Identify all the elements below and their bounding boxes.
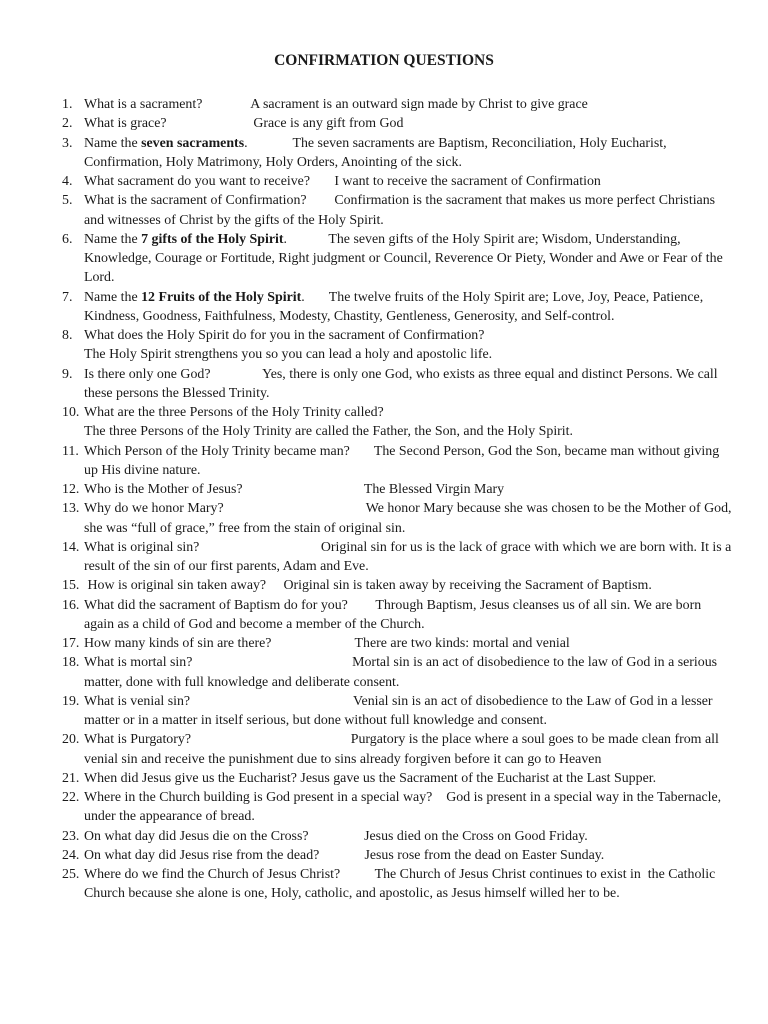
- question-text: Name the seven sacraments. The seven sacraments are Baptism, Reconciliation, Holy Eucharist, Confirmation, Holy Matrimony, Holy Orders, Anointing of the sick.: [84, 135, 671, 170]
- emphasized-term: seven sacraments: [141, 135, 245, 151]
- question-number: 7.: [62, 289, 73, 305]
- question-item: [62, 653, 732, 692]
- question-number: 21.: [62, 770, 80, 786]
- question-item: [62, 172, 732, 191]
- question-item: [62, 788, 732, 827]
- answer-text: The seven sacraments are Baptism, Reconciliation, Holy Eucharist, Confirmation, Holy Matrimony, Holy Orders, Anointing of the sick.: [84, 135, 671, 170]
- question-number: 4.: [62, 174, 73, 189]
- question-item: [62, 480, 732, 499]
- question-text: On what day did Jesus die on the Cross? Jesus died on the Cross on Good Friday.: [84, 828, 588, 844]
- question-text: What does the Holy Spirit do for you in the sacrament of Confirmation? The Holy Spirit strengthens you so you can lead a holy and apostolic life.: [84, 328, 493, 363]
- question-list: [62, 95, 735, 904]
- question-text: What are the three Persons of the Holy Trinity called? The three Persons of the Holy Trinity are called the Father, the Son, and the Holy Spirit.: [84, 405, 573, 440]
- question-item: [62, 288, 732, 327]
- question-text: What is mortal sin? Mortal sin is an act of disobedience to the law of God in a serious matter, done with full knowledge and deliberate consent.: [84, 655, 721, 690]
- question-number: 3.: [62, 135, 73, 151]
- question-text: How is original sin taken away? Original sin is taken away by receiving the Sacrament of Baptism.: [84, 578, 652, 594]
- question-text: On what day did Jesus rise from the dead? Jesus rose from the dead on Easter Sunday.: [84, 847, 605, 863]
- question-text: What is the sacrament of Confirmation? Confirmation is the sacrament that makes us more perfect Christians and witnesses of Christ by the gifts of the Holy Spirit.: [84, 193, 719, 228]
- question-number: 14.: [62, 539, 80, 555]
- question-number: 8.: [62, 328, 73, 343]
- page-title: CONFIRMATION QUESTIONS: [274, 52, 494, 69]
- question-text: Who is the Mother of Jesus? The Blessed Virgin Mary: [84, 482, 505, 497]
- question-text: What is original sin? Original sin for us is the lack of grace with which we are born with. It is a result of the sin of our first parents, Adam and Eve.: [84, 539, 735, 574]
- question-item: [62, 403, 732, 442]
- question-number: 17.: [62, 636, 80, 651]
- question-text: Name the 12 Fruits of the Holy Spirit. The twelve fruits of the Holy Spirit are; Love, Joy, Peace, Patience, Kindness, Goodness, Faithfulness, Modesty, Chastity, Gentleness, Generosity, and Self-control.: [84, 289, 707, 324]
- question-item: [62, 634, 732, 653]
- question-number: 6.: [62, 231, 73, 247]
- question-text: Why do we honor Mary? We honor Mary because she was chosen to be the Mother of God, she was “full of grace,” free from the stain of original sin.: [84, 501, 735, 536]
- question-text: When did Jesus give us the Eucharist? Jesus gave us the Sacrament of the Eucharist at the Last Supper.: [84, 770, 657, 786]
- question-item: [62, 191, 732, 230]
- question-item: [62, 499, 735, 538]
- question-item: [62, 865, 732, 904]
- question-text: Name the 7 gifts of the Holy Spirit. The seven gifts of the Holy Spirit are; Wisdom, Understanding, Knowledge, Courage or Fortitude, Right judgment or Council, Reverence Or Piety, Wonder and Awe or Fear of the Lord.: [84, 231, 727, 286]
- question-number: 10.: [62, 405, 80, 420]
- question-text: Where in the Church building is God present in a special way? God is present in a special way in the Tabernacle, under the appearance of bread.: [84, 790, 725, 825]
- question-number: 18.: [62, 655, 80, 671]
- question-text: What is venial sin? Venial sin is an act of disobedience to the Law of God in a lesser matter or in a matter in itself serious, but done without full knowledge and consent.: [84, 693, 717, 728]
- question-number: 9.: [62, 366, 73, 382]
- question-number: 15.: [62, 578, 80, 594]
- question-item: [62, 95, 732, 114]
- question-number: 5.: [62, 193, 73, 209]
- question-item: [62, 365, 732, 404]
- question-text: What is a sacrament? A sacrament is an outward sign made by Christ to give grace: [84, 97, 588, 112]
- question-item: [62, 596, 732, 635]
- question-text: What sacrament do you want to receive? I want to receive the sacrament of Confirmation: [84, 174, 601, 189]
- question-number: 19.: [62, 693, 80, 709]
- question-text: Which Person of the Holy Trinity became man? The Second Person, God the Son, became man without giving up His divine nature.: [84, 443, 723, 478]
- question-number: 25.: [62, 867, 80, 882]
- question-number: 24.: [62, 847, 80, 863]
- question-number: 2.: [62, 116, 73, 132]
- answer-text: The twelve fruits of the Holy Spirit are; Love, Joy, Peace, Patience, Kindness, Goodness, Faithfulness, Modesty, Chastity, Gentleness, Generosity, and Self-control.: [84, 289, 707, 324]
- question-item: [62, 326, 732, 365]
- question-number: 1.: [62, 97, 73, 112]
- question-item: [62, 730, 732, 769]
- question-item: [62, 230, 732, 288]
- question-item: [62, 114, 732, 133]
- question-text: Where do we find the Church of Jesus Christ? The Church of Jesus Christ continues to exist in the Catholic Church because she alone is one, Holy, catholic, and apostolic, as Jesus himself willed her to be.: [84, 867, 719, 902]
- question-item: [62, 827, 732, 846]
- question-item: [62, 692, 732, 731]
- answer-text: The seven gifts of the Holy Spirit are; Wisdom, Understanding, Knowledge, Courage or Fortitude, Right judgment or Council, Reverence Or Piety, Wonder and Awe or Fear of the Lord.: [84, 231, 727, 286]
- question-number: 11.: [62, 443, 79, 459]
- question-item: [62, 576, 732, 595]
- question-number: 12.: [62, 482, 80, 497]
- question-number: 13.: [62, 501, 80, 517]
- question-item: [62, 769, 732, 788]
- question-text: How many kinds of sin are there? There are two kinds: mortal and venial: [84, 636, 570, 651]
- question-text: Is there only one God? Yes, there is only one God, who exists as three equal and distinct Persons. We call these persons the Blessed Trinity.: [84, 366, 722, 401]
- question-number: 23.: [62, 828, 80, 844]
- question-text: What is Purgatory? Purgatory is the place where a soul goes to be made clean from all venial sin and receive the punishment due to sins already forgiven before it can go to Heaven: [84, 732, 723, 767]
- question-number: 22.: [62, 790, 80, 805]
- question-item: [62, 538, 735, 577]
- question-item: [62, 442, 732, 481]
- question-number: 20.: [62, 732, 80, 748]
- question-text: What is grace? Grace is any gift from God: [84, 116, 404, 132]
- emphasized-term: 12 Fruits of the Holy Spirit: [141, 289, 302, 305]
- question-text: What did the sacrament of Baptism do for you? Through Baptism, Jesus cleanses us of all sin. We are born again as a child of God and become a member of the Church.: [84, 597, 705, 632]
- emphasized-term: 7 gifts of the Holy Spirit: [141, 231, 284, 247]
- question-number: 16.: [62, 597, 80, 613]
- question-item: [62, 846, 732, 865]
- question-item: [62, 134, 732, 173]
